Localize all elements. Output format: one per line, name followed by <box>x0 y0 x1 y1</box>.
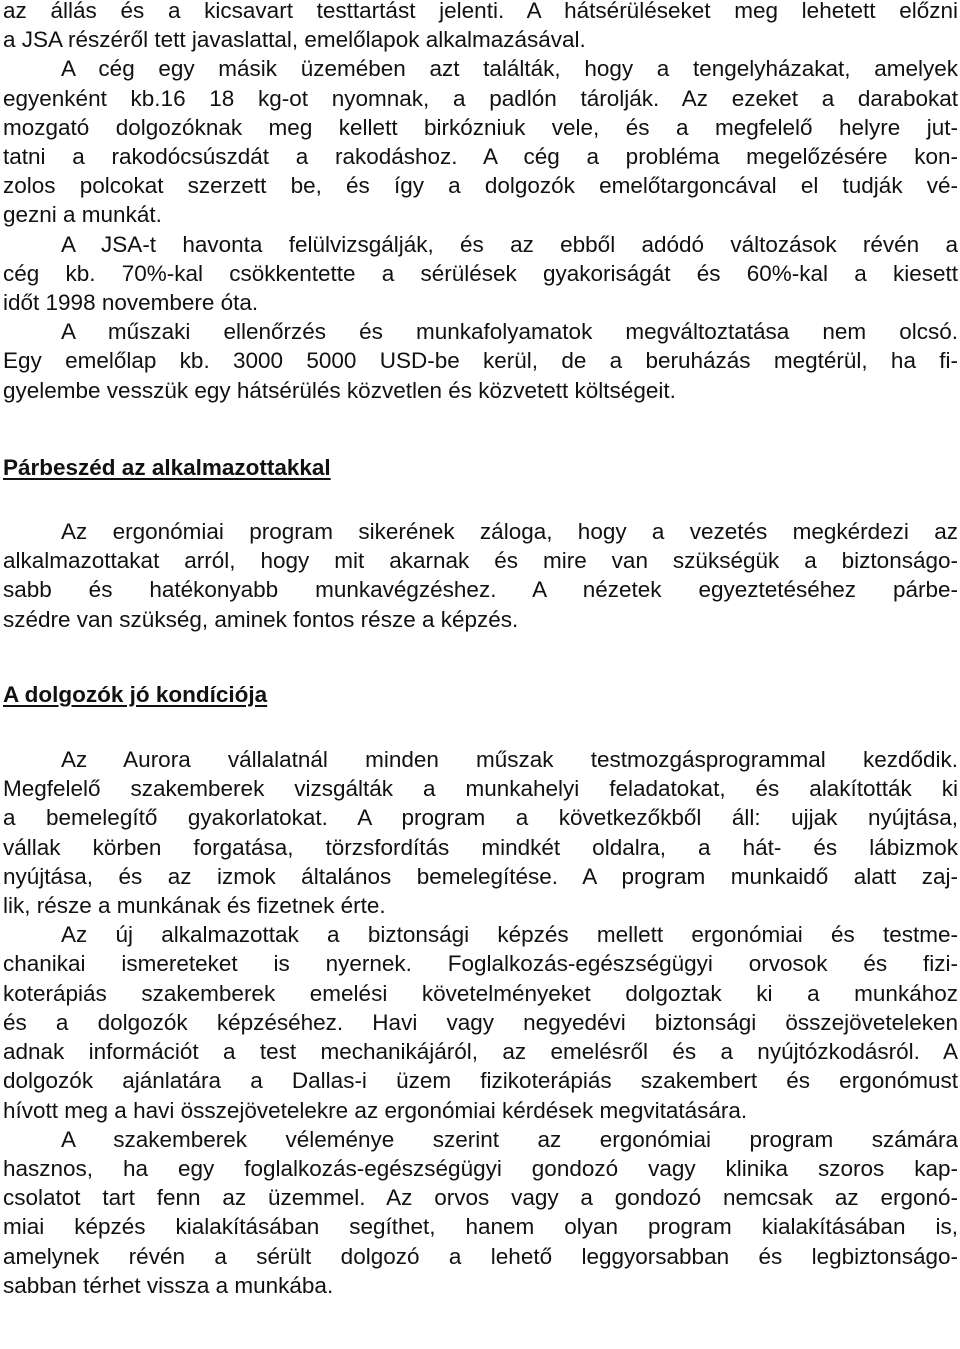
text-line: tatni a rakodócsúszdát a rakodáshoz. A cég a probléma megelőzésére kon- <box>3 144 958 170</box>
paragraph <box>3 54 958 229</box>
text-line: A cég egy másik üzemében azt találták, hogy a tengelyházakat, amelyek <box>61 56 958 82</box>
paragraph <box>3 517 958 634</box>
paragraph <box>3 230 958 318</box>
section-heading-wrapper <box>3 680 958 709</box>
text-line: Megfelelő szakemberek vizsgálták a munkahelyi feladatokat, és alakították ki <box>3 776 958 802</box>
text-line: Az Aurora vállalatnál minden műszak testmozgásprogrammal kezdődik. <box>61 747 958 773</box>
section-heading-dialogue: Párbeszéd az alkalmazottakkal <box>3 454 331 480</box>
text-line: koterápiás szakemberek emelési követelményeket dolgoztak ki a munkához <box>3 980 958 1006</box>
text-line: egyenként kb.16 18 kg-ot nyomnak, a padlón tárolják. Az ezeket a darabokat <box>3 85 958 111</box>
paragraph <box>3 317 958 405</box>
text-line: a JSA részéről tett javaslattal, emelőlapok alkalmazásával. <box>3 27 586 53</box>
text-line: miai képzés kialakításában segíthet, hanem olyan program kialakításában is, <box>3 1214 958 1240</box>
text-line: amelynek révén a sérült dolgozó a lehető leggyorsabban és legbiztonságo- <box>3 1243 958 1269</box>
text-line: chanikai ismereteket is nyernek. Foglalkozás-egészségügyi orvosok és fizi- <box>3 951 958 977</box>
text-line: sabb és hatékonyabb munkavégzéshez. A nézetek egyeztetéséhez párbe- <box>3 577 958 603</box>
section-top <box>3 0 958 405</box>
text-line: az állás és a kicsavart testtartást jelenti. A hátsérüléseket meg lehetett előzni <box>3 0 958 23</box>
text-line: nyújtása, és az izmok általános bemelegítése. A program munkaidő alatt zaj- <box>3 863 958 889</box>
text-line: szédre van szükség, aminek fontos része a képzés. <box>3 606 519 632</box>
text-line: alkalmazottakat arról, hogy mit akarnak és mire van szükségük a biztonságo- <box>3 548 958 574</box>
paragraph <box>3 745 958 920</box>
text-line: Az új alkalmazottak a biztonsági képzés mellett ergonómiai és testme- <box>61 922 958 948</box>
text-line: A JSA-t havonta felülvizsgálják, és az ebből adódó változások révén a <box>61 231 958 257</box>
text-line: A műszaki ellenőrzés és munkafolyamatok megváltoztatása nem olcsó. <box>61 319 958 345</box>
paragraph <box>3 0 958 54</box>
text-line: lik, része a munkának és fizetnek érte. <box>3 893 386 919</box>
section-heading-wrapper <box>3 453 958 482</box>
text-line: zolos polcokat szerzett be, és így a dolgozók emelőtargoncával el tudják vé- <box>3 173 958 199</box>
section-heading-condition: A dolgozók jó kondíciója <box>3 681 268 707</box>
section-dialogue <box>3 517 958 634</box>
text-line: Az ergonómiai program sikerének záloga, hogy a vezetés megkérdezi az <box>61 519 958 545</box>
text-line: mozgató dolgozóknak meg kellett birkózniuk vele, és a megfelelő helyre jut- <box>3 114 958 140</box>
text-line: adnak információt a test mechanikájáról, az emelésről és a nyújtózkodásról. A <box>3 1039 958 1065</box>
text-line: hasznos, ha egy foglalkozás-egészségügyi gondozó vagy klinika szoros kap- <box>3 1155 958 1181</box>
text-line: cég kb. 70%-kal csökkentette a sérülések gyakoriságát és 60%-kal a kiesett <box>3 260 958 286</box>
section-condition <box>3 745 958 1300</box>
text-line: A szakemberek véleménye szerint az ergonómiai program számára <box>61 1126 958 1152</box>
text-line: a bemelegítő gyakorlatokat. A program a következőkből áll: ujjak nyújtása, <box>3 805 958 831</box>
text-line: gyelembe vesszük egy hátsérülés közvetlen és közvetett költségeit. <box>3 377 676 403</box>
text-line: és a dolgozók képzéséhez. Havi vagy negyedévi biztonsági összejöveteleken <box>3 1009 958 1035</box>
text-line: időt 1998 novembere óta. <box>3 290 259 316</box>
text-line: Egy emelőlap kb. 3000 5000 USD-be kerül, de a beruházás megtérül, ha fi- <box>3 348 958 374</box>
text-line: vállak körben forgatása, törzsfordítás mindkét oldalra, a hát- és lábizmok <box>3 834 958 860</box>
text-line: sabban térhet vissza a munkába. <box>3 1272 334 1298</box>
paragraph <box>3 920 958 1124</box>
text-line: csolatot tart fenn az üzemmel. Az orvos vagy a gondozó nemcsak az ergonó- <box>3 1185 958 1211</box>
text-line: dolgozók ajánlatára a Dallas-i üzem fizikoterápiás szakembert és ergonómust <box>3 1068 958 1094</box>
text-line: hívott meg a havi összejövetelekre az ergonómiai kérdések megvitatására. <box>3 1097 748 1123</box>
paragraph <box>3 1125 958 1300</box>
text-line: gezni a munkát. <box>3 202 162 228</box>
